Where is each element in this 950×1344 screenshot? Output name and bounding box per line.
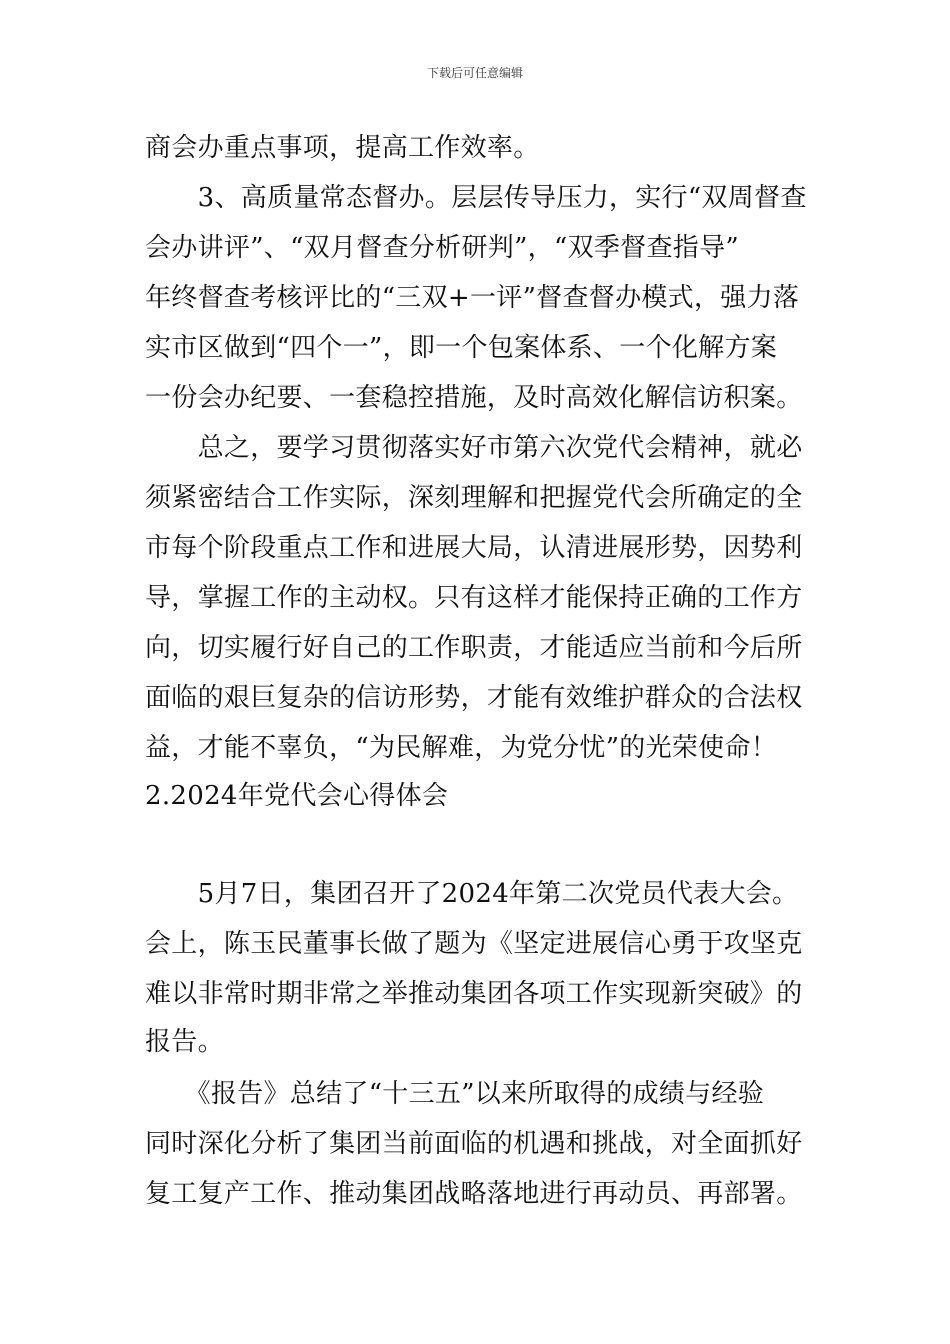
text-line: 会上，陈玉民董事长做了题为《坚定进展信心勇于攻坚克 xyxy=(145,929,803,959)
text-line: 同时深化分析了集团当前面临的机遇和挑战，对全面抓好 xyxy=(145,1129,803,1159)
text-line: 市每个阶段重点工作和进展大局，认清进展形势，因势利 xyxy=(145,533,803,563)
text-line: 3、高质量常态督办。层层传导压力，实行“双周督查 xyxy=(145,183,807,213)
text-line: 总之，要学习贯彻落实好市第六次党代会精神，就必 xyxy=(145,433,803,463)
page-header-note: 下载后可任意编辑 xyxy=(426,66,523,80)
text-line: 导，掌握工作的主动权。只有这样才能保持正确的工作方 xyxy=(145,583,803,613)
text-line: 一份会办纪要、一套稳控措施，及时高效化解信访积案。 xyxy=(145,383,803,413)
text-line: 《报告》总结了“十三五”以来所取得的成绩与经验 xyxy=(145,1079,765,1109)
text-line: 商会办重点事项，提高工作效率。 xyxy=(145,133,540,163)
text-line: 复工复产工作、推动集团战略落地进行再动员、再部署。 xyxy=(145,1179,803,1209)
text-line: 益，才能不辜负，“为民解难，为党分忧”的光荣使命！ xyxy=(145,733,778,763)
section-heading: 2.2024年党代会心得体会 xyxy=(145,781,449,811)
text-line: 面临的艰巨复杂的信访形势，才能有效维护群众的合法权 xyxy=(145,683,803,713)
text-line: 向，切实履行好自己的工作职责，才能适应当前和今后所 xyxy=(145,633,803,663)
text-line: 年终督查考核评比的“三双+一评”督查督办模式，强力落 xyxy=(145,283,800,313)
text-line: 须紧密结合工作实际，深刻理解和把握党代会所确定的全 xyxy=(145,483,803,513)
text-line: 报告。 xyxy=(145,1027,224,1057)
text-line: 实市区做到“四个一”，即一个包案体系、一个化解方案 xyxy=(145,333,778,363)
text-line: 5月7日，集团召开了2024年第二次党员代表大会。 xyxy=(145,879,799,909)
text-line: 会办讲评”、“双月督查分析研判”，“双季督查指导” xyxy=(145,233,739,263)
text-line: 难以非常时期非常之举推动集团各项工作实现新突破》的 xyxy=(145,979,803,1009)
